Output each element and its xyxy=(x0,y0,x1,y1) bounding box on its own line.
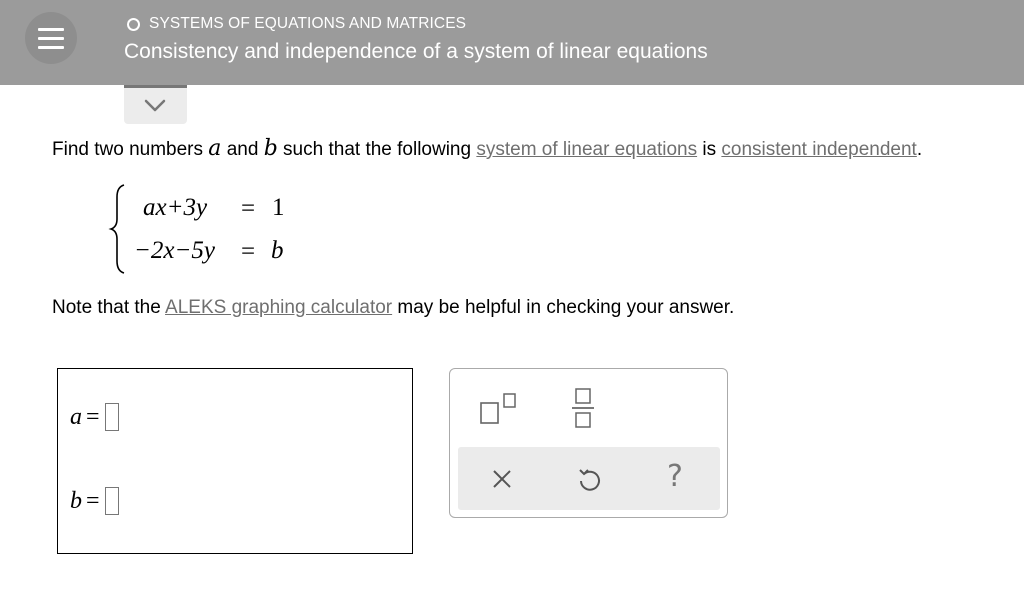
equation-1-right: 1 xyxy=(272,194,285,221)
answer-a-equals: = xyxy=(86,403,100,430)
menu-button[interactable] xyxy=(25,12,77,64)
link-system-of-linear-equations[interactable]: system of linear equations xyxy=(476,139,698,160)
fraction-button[interactable] xyxy=(568,387,598,429)
problem-and: and xyxy=(221,139,264,160)
problem-middle: such that the following xyxy=(277,139,477,160)
chevron-down-icon xyxy=(144,99,166,113)
superscript-button[interactable] xyxy=(479,391,519,425)
clear-button[interactable] xyxy=(490,467,514,491)
equation-2-left: −2x−5y xyxy=(134,237,215,264)
var-a: a xyxy=(208,136,222,161)
math-toolbar xyxy=(449,368,728,518)
hamburger-icon xyxy=(38,28,64,31)
equation-2-right: b xyxy=(271,237,284,264)
note-prefix: Note that the xyxy=(52,297,166,318)
answer-b-equals: = xyxy=(86,487,100,514)
topic-circle-icon xyxy=(127,18,140,31)
help-button[interactable]: ? xyxy=(667,459,683,494)
problem-statement xyxy=(52,136,922,161)
header-bar xyxy=(0,0,1024,85)
hamburger-icon-bar xyxy=(38,37,64,40)
answer-row-b xyxy=(70,487,119,515)
superscript-icon xyxy=(479,391,519,425)
answer-a-label: a xyxy=(70,403,82,430)
undo-icon xyxy=(576,465,602,493)
answer-b-input[interactable] xyxy=(105,487,119,515)
equation-1-equals: = xyxy=(241,195,256,222)
clear-icon xyxy=(490,467,514,491)
collapse-header-button[interactable] xyxy=(124,85,187,124)
link-consistent-independent[interactable]: consistent independent xyxy=(721,139,917,160)
page-title: Consistency and independence of a system of linear equations xyxy=(124,40,708,63)
answer-a-input[interactable] xyxy=(105,403,119,431)
answer-box xyxy=(57,368,413,554)
var-b: b xyxy=(263,136,278,161)
system-brace xyxy=(108,183,128,275)
note-text xyxy=(52,297,734,319)
note-suffix: may be helpful in checking your answer. xyxy=(392,297,735,318)
problem-prefix: Find two numbers xyxy=(52,139,209,160)
equation-1-left: ax+3y xyxy=(143,194,208,221)
problem-is: is xyxy=(697,139,722,160)
problem-end: . xyxy=(916,139,923,160)
topic-label: SYSTEMS OF EQUATIONS AND MATRICES xyxy=(149,15,467,32)
fraction-icon xyxy=(568,387,598,429)
answer-row-a xyxy=(70,403,119,431)
topic-row xyxy=(127,14,466,34)
toolbar-action-tray xyxy=(458,447,720,510)
equation-2-equals: = xyxy=(241,238,256,265)
answer-b-label: b xyxy=(70,487,82,514)
hamburger-icon-bar xyxy=(38,46,64,49)
undo-button[interactable] xyxy=(576,465,602,493)
link-graphing-calculator[interactable]: ALEKS graphing calculator xyxy=(165,297,393,318)
